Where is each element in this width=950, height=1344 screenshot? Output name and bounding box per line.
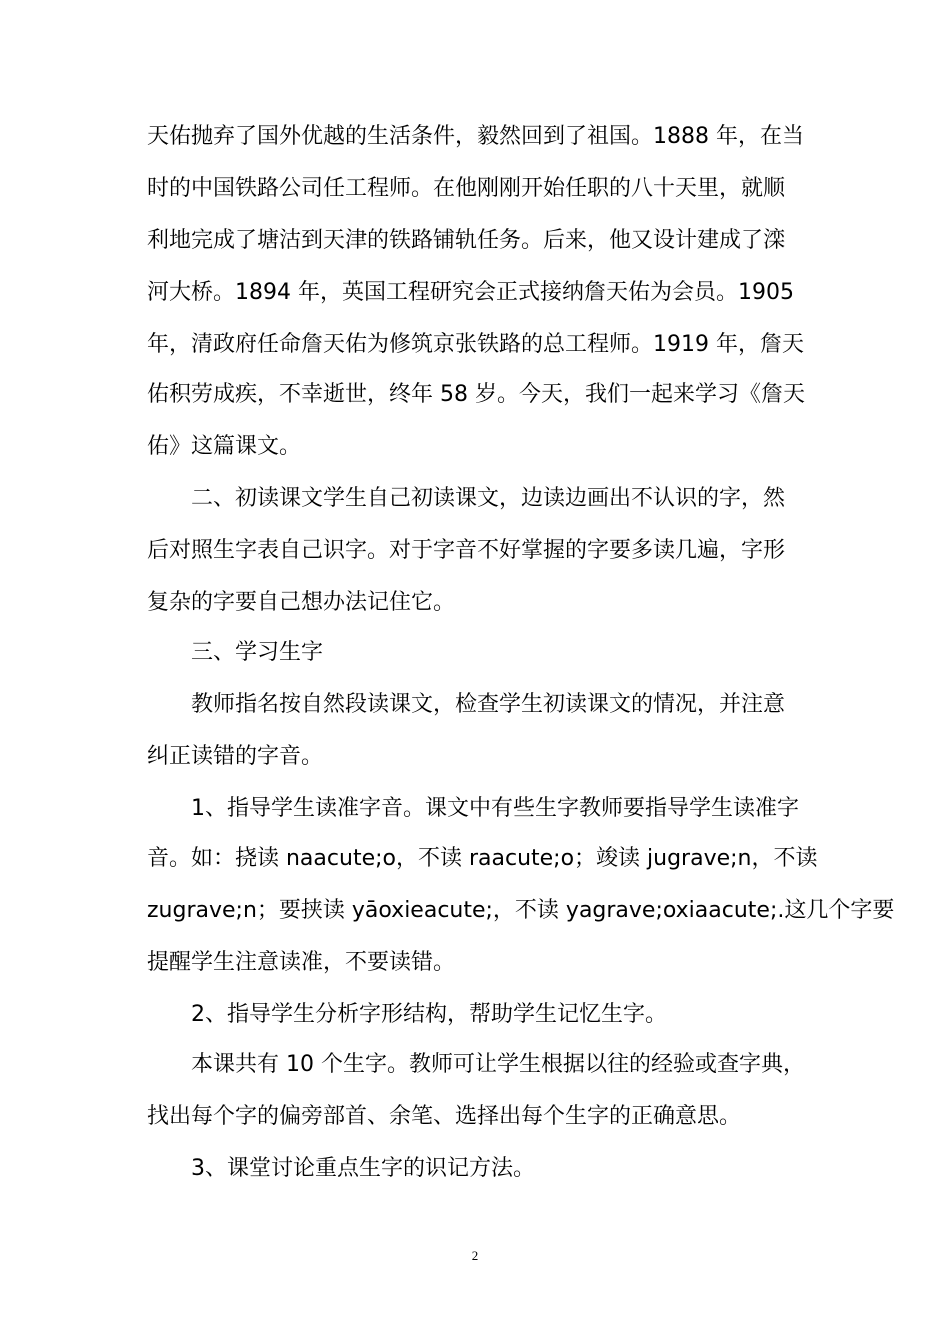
- text-line: 1、指导学生读准字音。课文中有些生字教师要指导学生读准字: [191, 796, 799, 821]
- text-line: 年，清政府任命詹天佑为修筑京张铁路的总工程师。1919 年，詹天: [147, 332, 804, 357]
- text-line: 利地完成了塘沽到天津的铁路铺轨任务。后来，他又设计建成了滦: [147, 228, 786, 253]
- text-line: 音。如：挠读 naacute;o，不读 raacute;o；竣读 jugrave;n，不读: [147, 846, 818, 871]
- text-line: zugrave;n；要挟读 yāoxieacute;，不读 yagrave;oxiaacute;.这几个字要: [147, 898, 895, 923]
- text-line: 佑》这篇课文。: [147, 434, 302, 459]
- text-line: 天佑抛弃了国外优越的生活条件，毅然回到了祖国。1888 年，在当: [147, 124, 804, 149]
- text-line: 河大桥。1894 年，英国工程研究会正式接纳詹天佑为会员。1905: [147, 280, 794, 305]
- text-line: 复杂的字要自己想办法记住它。: [147, 590, 456, 615]
- text-line: 时的中国铁路公司任工程师。在他刚刚开始任职的八十天里，就顺: [147, 176, 786, 201]
- text-line: 提醒学生注意读准，不要读错。: [147, 950, 456, 975]
- text-line: 找出每个字的偏旁部首、余笔、选择出每个生字的正确意思。: [147, 1104, 742, 1129]
- text-line: 2、指导学生分析字形结构，帮助学生记忆生字。: [191, 1002, 667, 1027]
- text-line: 3、课堂讨论重点生字的识记方法。: [191, 1156, 535, 1181]
- text-line: 纠正读错的字音。: [147, 744, 324, 769]
- text-line: 教师指名按自然段读课文，检查学生初读课文的情况，并注意: [191, 692, 786, 717]
- text-line: 二、初读课文学生自己初读课文，边读边画出不认识的字，然: [191, 486, 786, 511]
- section-heading: 三、学习生字: [191, 640, 324, 665]
- text-line: 本课共有 10 个生字。教师可让学生根据以往的经验或查字典，: [191, 1052, 805, 1077]
- text-line: 佑积劳成疾，不幸逝世，终年 58 岁。今天，我们一起来学习《詹天: [147, 382, 805, 407]
- page-number: 2: [471, 1248, 479, 1263]
- text-line: 后对照生字表自己识字。对于字音不好掌握的字要多读几遍，字形: [147, 538, 786, 563]
